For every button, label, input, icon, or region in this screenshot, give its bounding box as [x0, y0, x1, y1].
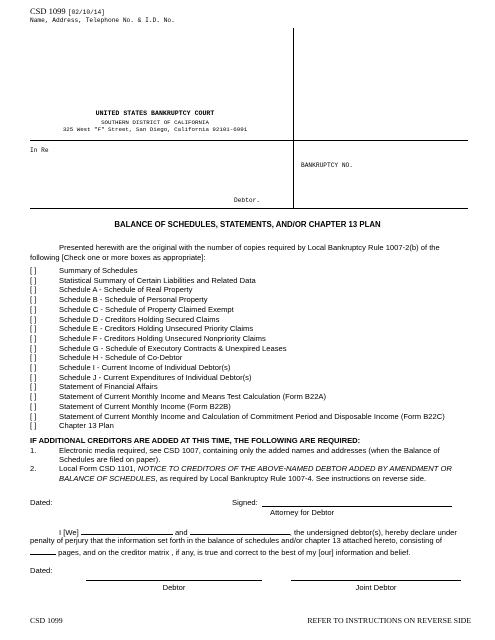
checkbox[interactable]: [ ]	[30, 314, 37, 324]
form-code	[30, 6, 105, 16]
checkbox-row[interactable]	[0, 382, 495, 392]
checkbox-label: Schedule A - Schedule of Real Property	[59, 285, 193, 295]
checkbox-label: Schedule F - Creditors Holding Unsecured Nonpriority Claims	[59, 333, 266, 343]
debtor-label: Debtor.	[234, 197, 260, 204]
checkbox-label: Schedule C - Schedule of Property Claimed Exempt	[59, 304, 234, 314]
checkbox-row[interactable]	[0, 285, 495, 295]
checkbox-label: Chapter 13 Plan	[59, 421, 114, 431]
checkbox[interactable]: [ ]	[30, 324, 37, 334]
checkbox-row[interactable]	[0, 353, 495, 363]
checkbox-label: Summary of Schedules	[59, 266, 138, 275]
court-address: 325 West "F" Street, San Diego, California 92101-6991	[62, 126, 248, 133]
checkbox[interactable]: [ ]	[30, 382, 37, 392]
checkbox[interactable]: [ ]	[30, 275, 37, 285]
intro-line-2: following [Check one or more boxes as appropriate]:	[30, 253, 206, 262]
checkbox[interactable]: [ ]	[30, 343, 37, 353]
additional-item1-line1: Electronic media required, see CSD 1007, containing only the added names and addresses (when the Balance of	[59, 446, 440, 455]
caption-bottom-rule	[30, 208, 468, 209]
checkbox[interactable]: [ ]	[30, 304, 37, 314]
intro-line-1: Presented herewith are the original with the number of copies required by Local Bankruptcy Rule 1007-2(b) of the	[59, 243, 440, 252]
debtor-sig-label: Debtor	[162, 583, 186, 592]
signed-label: Signed:	[232, 498, 258, 507]
checkbox-label: Schedule I - Current Income of Individual Debtor(s)	[59, 363, 231, 372]
checkbox-row[interactable]	[0, 363, 495, 373]
form-date: [02/10/14]	[67, 9, 105, 16]
checkbox-row[interactable]	[0, 295, 495, 305]
checkbox-row[interactable]	[0, 392, 495, 402]
checkbox-label: Schedule E - Creditors Holding Unsecured Priority Claims	[59, 324, 254, 334]
in-re-label: In Re	[30, 147, 49, 154]
form-code-text: CSD 1099	[30, 6, 66, 16]
attorney-label: Attorney for Debtor	[270, 508, 335, 517]
page-title: BALANCE OF SCHEDULES, STATEMENTS, AND/OR CHAPTER 13 PLAN	[114, 220, 381, 229]
checkbox-row[interactable]	[0, 412, 495, 422]
checkbox[interactable]: [ ]	[30, 411, 37, 421]
additional-item2-line1	[59, 464, 452, 473]
checkbox-label: Statistical Summary of Certain Liabilities and Related Data	[59, 275, 256, 285]
checkbox[interactable]: [ ]	[30, 333, 37, 343]
dated-label: Dated:	[30, 498, 53, 507]
item2-balance-title: BALANCE OF SCHEDULES	[59, 474, 156, 483]
caption-top-rule	[30, 140, 468, 141]
checkbox-row[interactable]	[0, 305, 495, 315]
checkbox[interactable]: [ ]	[30, 421, 37, 431]
checkbox-row[interactable]	[0, 373, 495, 383]
additional-item1-line2: Schedules are filed on paper).	[59, 455, 161, 464]
checkbox-label: Statement of Financial Affairs	[59, 382, 158, 392]
item2-rule-ref: , as required by Local Bankruptcy Rule 1007-4. See instructions on reverse side.	[155, 474, 427, 483]
checkbox[interactable]: [ ]	[30, 372, 37, 382]
checkbox-row[interactable]	[0, 334, 495, 344]
attorney-signature-line[interactable]	[262, 506, 452, 507]
checkbox-row[interactable]	[0, 402, 495, 412]
additional-item1-num: 1.	[30, 446, 37, 455]
checkbox[interactable]: [ ]	[30, 401, 37, 411]
bankruptcy-no-label: BANKRUPTCY NO.	[301, 162, 353, 169]
declaration-line-3	[30, 546, 410, 557]
checkbox[interactable]: [ ]	[30, 363, 37, 372]
checkbox[interactable]: [ ]	[30, 266, 37, 275]
additional-item2-num: 2.	[30, 464, 37, 473]
declaration-tail: , the undersigned debtor(s), hereby declare under	[289, 528, 457, 537]
checkbox[interactable]: [ ]	[30, 285, 37, 295]
declaration-i-we: I [We]	[59, 528, 79, 537]
debtor-signature-line[interactable]	[86, 580, 262, 581]
additional-heading: IF ADDITIONAL CREDITORS ARE ADDED AT THIS TIME, THE FOLLOWING ARE REQUIRED:	[30, 436, 361, 445]
court-district: SOUTHERN DISTRICT OF CALIFORNIA	[101, 119, 209, 126]
checkbox[interactable]: [ ]	[30, 353, 37, 363]
declaration-line-3-text: pages, and on the creditor matrix , if any, is true and correct to the best of my [our] information and belief.	[58, 548, 411, 557]
name-address-label: Name, Address, Telephone No. & I.D. No.	[30, 17, 175, 24]
debtor-name-field[interactable]	[81, 526, 173, 535]
checkbox-label: Schedule D - Creditors Holding Secured Claims	[59, 314, 220, 324]
joint-debtor-sig-label: Joint Debtor	[355, 583, 397, 592]
declaration-and: and	[174, 528, 188, 537]
checkbox-label: Schedule H - Schedule of Co-Debtor	[59, 353, 183, 363]
checkbox-label: Schedule B - Schedule of Personal Property	[59, 295, 208, 305]
checkbox-row[interactable]	[0, 266, 495, 276]
declaration-line-2: penalty of perjury that the information set forth in the balance of schedules and/or chapter 13 attached hereto, consisting of	[30, 536, 443, 545]
item2-form-ref: Local Form CSD 1101,	[59, 464, 138, 473]
checkbox[interactable]: [ ]	[30, 392, 37, 402]
footer-instructions: REFER TO INSTRUCTIONS ON REVERSE SIDE	[307, 616, 471, 625]
bottom-dated-label: Dated:	[30, 566, 53, 575]
checkbox[interactable]: [ ]	[30, 295, 37, 305]
checkbox-label: Schedule J - Current Expenditures of Individual Debtor(s)	[59, 372, 252, 382]
checkbox-row[interactable]	[0, 344, 495, 354]
checkbox-row[interactable]	[0, 421, 495, 431]
footer-form-code: CSD 1099	[30, 616, 63, 625]
checkbox-label: Statement of Current Monthly Income and Means Test Calculation (Form B22A)	[59, 392, 327, 402]
checkbox-label: Schedule G - Schedule of Executory Contracts & Unexpired Leases	[59, 343, 287, 353]
court-name: UNITED STATES BANKRUPTCY COURT	[95, 110, 215, 117]
caption-vertical-divider-top	[293, 28, 294, 140]
checkbox-row[interactable]	[0, 315, 495, 325]
joint-debtor-name-field[interactable]	[190, 526, 290, 535]
page-count-field[interactable]	[30, 546, 56, 555]
checkbox-row[interactable]	[0, 276, 495, 286]
item2-notice-title: NOTICE TO CREDITORS OF THE ABOVE-NAMED DEBTOR ADDED BY AMENDMENT OR	[137, 464, 452, 473]
joint-debtor-signature-line[interactable]	[291, 580, 461, 581]
caption-vertical-divider-bottom	[293, 140, 294, 208]
checkbox-row[interactable]	[0, 324, 495, 334]
checkbox-label: Statement of Current Monthly Income and Calculation of Commitment Period and Disposable Income (Form B22C)	[59, 411, 445, 421]
checkbox-label: Statement of Current Monthly Income (Form B22B)	[59, 401, 231, 411]
additional-item2-line2	[59, 474, 426, 483]
